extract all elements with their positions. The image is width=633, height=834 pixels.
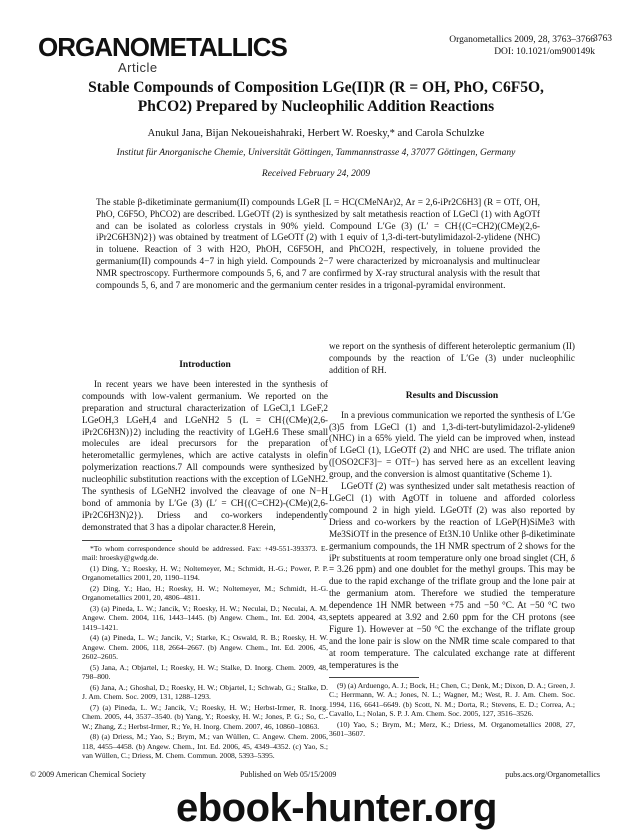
right-column xyxy=(329,341,575,740)
reference-2: (2) Ding, Y.; Hao, H.; Roesky, H. W.; Noltemeyer, M.; Schmidt, H.-G. Organometallics 2001, 20, 4806–4811. xyxy=(82,583,328,603)
results-paragraph-2: LGeOTf (2) was synthesized under salt metathesis reaction of LGeCl (1) with AgOTf in toluene and afforded colorless compound 2 in high yield. LGeOTf (2) was also reported by Driess and co-workers by the reaction of LGeP(H)SiMe3 with Me3SiOTf in the presence of Et3N.10 Unlike other β-diketiminate germanium compounds, the 1H NMR spectrum of 2 shows for the iPr substituents at room temperature only one broad singlet (CH, δ = 3.26 ppm) and one doublet for the methyl groups. This may be due to the rapid exchange of the triflate group and the lone pair at the germanium atom. Therefore we studied the temperature dependence 1H NMR between +75 and −50 °C. At −50 °C two septets appeared at 3.92 and 2.60 ppm for the CH protons (see Figure 1). However at −50 °C the exchange of the triflate group and the lone pair is slow on the NMR time scale compared to that at room temperature. The calculated exchange rate at different temperatures is the xyxy=(329,481,575,670)
article-title: Stable Compounds of Composition LGe(II)R (R = OH, PhO, C6F5O, PhCO2) Prepared by Nucleophilic Addition Reactions xyxy=(88,79,544,115)
reference-9: (9) (a) Arduengo, A. J.; Bock, H.; Chen, C.; Denk, M.; Dixon, D. A.; Green, J. C.; Herrmann, W. A.; Jones, N. L.; Wagner, M.; West, R. J. Am. Chem. Soc. 1994, 116, 6641–6649. (b) Scott, N. M.; Dorta, R.; Stevens, E. D.; Correa, A.; Cavallo, L.; Nolan, S. P. J. Am. Chem. Soc. 2005, 127, 3516–3526. xyxy=(329,680,575,719)
copyright: © 2009 American Chemical Society xyxy=(30,770,146,779)
reference-3: (3) (a) Pineda, L. W.; Jancik, V.; Roesky, H. W.; Neculai, D.; Neculai, A. M. Angew. Chem. 2004, 116, 1443–1445. (b) Angew. Chem., Int. Ed. 2004, 43, 1419–1421. xyxy=(82,603,328,632)
article-type: Article xyxy=(118,60,158,75)
publication-date: Published on Web 05/15/2009 xyxy=(240,770,337,779)
results-paragraph-1: In a previous communication we reported the synthesis of L′Ge (3)5 from LGeCl (1) and 1,3-di-tert-butylimidazol-2-ylidene9 (NHC) in a 65% yield. The yield can be improved when, instead of LGeCl (1), LGeOTf (2) and NHC are used. The triflate anion ([OSO2CF3]− = OTf−) has served here as an excellent leaving group, and the conversion is almost quantitative (Scheme 1). xyxy=(329,409,575,480)
left-column xyxy=(82,360,328,762)
reference-4: (4) (a) Pineda, L. W.; Jancik, V.; Starke, K.; Oswald, R. B.; Roesky, H. W. Angew. Chem. 2006, 118, 2664–2667. (b) Angew. Chem., Int. Ed. 2006, 45, 2602–2605. xyxy=(82,633,328,662)
footnote-rule xyxy=(82,540,172,541)
journal-logo: ORGANOMETALLICS xyxy=(38,32,287,62)
results-heading: Results and Discussion xyxy=(405,390,499,401)
correspondence-note: *To whom correspondence should be addressed. Fax: +49-551-393373. E-mail: hroesky@gwdg.de. xyxy=(82,543,328,563)
reference-6: (6) Jana, A.; Ghoshal, D.; Roesky, H. W.; Objartel, I.; Schwab, G.; Stalke, D. J. Am. Chem. Soc. 2009, 131, 1288–1293. xyxy=(82,682,328,702)
page-number: 3763 xyxy=(593,34,612,44)
abstract: The stable β-diketiminate germanium(II) compounds LGeR [L = HC(CMeNAr)2, Ar = 2,6-iPr2C6H3] (R = OTf, OH, PhO, C6F5O, PhCO2) are described. LGeOTf (2) is synthesized by salt metathesis reaction of LGeCl (1) with AgOTf and can be isolated as colorless crystals in 90% yield. Compound L′Ge (3) (L′ = CH{(C=CH2)(CMe)(2,6-iPr2C6H3N)2}) was obtained by treatment of LGeOTf (2) with 1 equiv of 1,3-di-tert-butylimidazol-2-ylidene (NHC) in toluene. Reaction of 3 with H2O, PhOH, C6F5OH, and PhCO2H, respectively, in toluene provided the germanium(II) compounds 4−7 in high yield. Compounds 2−7 were characterized by microanalysis and multinuclear NMR spectroscopy. Furthermore compounds 5, 6, and 7 are confirmed by X-ray structural analysis with the result that compounds 5, 6, and 7 are monomeric and the germanium center resides in a trigonal-pyramidal environment. xyxy=(96,198,540,291)
received-date: Received February 24, 2009 xyxy=(261,169,371,179)
journal-url[interactable]: pubs.acs.org/Organometallics xyxy=(505,770,600,779)
intro-paragraph-continued: we report on the synthesis of different heteroleptic germanium (II) compounds by the reaction of L′Ge (3) under nucleophilic addition of RH. xyxy=(329,341,575,375)
intro-heading: Introduction xyxy=(179,360,231,370)
reference-1: (1) Ding, Y.; Roesky, H. W.; Noltemeyer, M.; Schmidt, H.-G.; Power, P. P. Organometallics 2001, 20, 1190–1194. xyxy=(82,563,328,583)
footnotes-right xyxy=(329,681,575,739)
footnotes-left xyxy=(82,544,328,761)
doi: DOI: 10.1021/om900149k xyxy=(494,47,595,57)
reference-7: (7) (a) Pineda, L. W.; Jancik, V.; Roesky, H. W.; Herbst-Irmer, R. Inorg. Chem. 2005, 44, 3537–3540. (b) Yang, Y.; Roesky, H. W.; Jones, P. G.; So, C.-W.; Zhang, Z.; Herbst-Irmer, R.; Ye, H. Inorg. Chem. 2007, 46, 10860–10863. xyxy=(82,702,328,731)
watermark: ebook-hunter.org xyxy=(176,786,497,830)
footnote-rule-right xyxy=(329,677,419,678)
authors: Anukul Jana, Bijan Nekoueishahraki, Herbert W. Roesky,* and Carola Schulzke xyxy=(147,128,485,139)
reference-10: (10) Yao, S.; Brym, M.; Merz, K.; Driess, M. Organometallics 2008, 27, 3601–3607. xyxy=(329,719,575,739)
intro-paragraph: In recent years we have been interested in the synthesis of compounds with low-valent germanium. We reported on the preparation and structural characterization of LGeCl,1 LGeF,2 LGeOH,3 LGeH,4 and LGeNH2 5 (L = CH{(CMe)(2,6-iPr2C6H3N)}2) including the reactivity of LGeH.6 These small molecules are ideal precursors for the preparation of heterometallic germylenes, which are active catalysts in olefin polymerization reactions.7 All compounds were synthesized by nucleophilic substitution reactions with the exception of LGeNH2. The synthesis of LGeNH2 involved the cleavage of one N−H bond of ammonia by L′Ge (3) (L′ = CH{(C=CH2)-(CMe)(2,6-iPr2C6H3N)2}). Driess and co-workers independently demonstrated that 3 has a dipolar character.8 Herein, xyxy=(82,378,328,532)
reference-8: (8) (a) Driess, M.; Yao, S.; Brym, M.; van Wüllen, C. Angew. Chem. 2006, 118, 4455–4458. (b) Angew. Chem., Int. Ed. 2006, 45, 4349–4352. (c) Yao, S.; van Wüllen, C.; Driess, M. Chem. Commun. 2008, 5393–5395. xyxy=(82,732,328,761)
affiliation: Institut für Anorganische Chemie, Universität Göttingen, Tammannstrasse 4, 37077 Göttingen, Germany xyxy=(116,148,516,158)
reference-5: (5) Jana, A.; Objartel, I.; Roesky, H. W.; Stalke, D. Inorg. Chem. 2009, 48, 798–800. xyxy=(82,662,328,682)
journal-reference: Organometallics 2009, 28, 3763–3766 xyxy=(449,35,595,45)
